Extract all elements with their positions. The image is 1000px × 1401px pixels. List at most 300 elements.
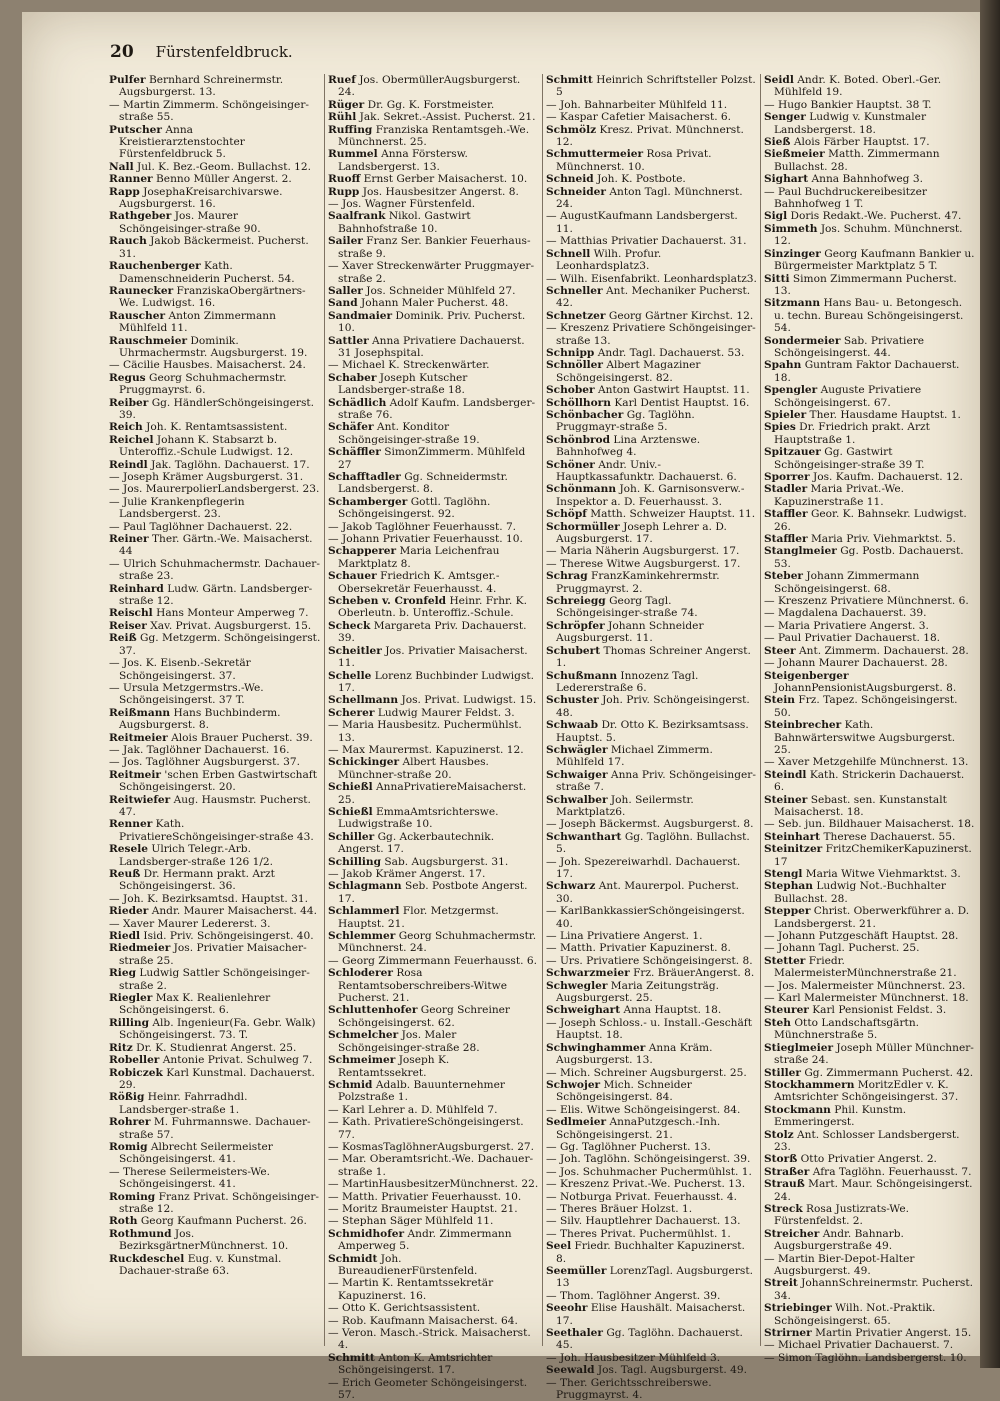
directory-entry [546,310,757,322]
directory-entry [109,521,321,533]
entry-details: Doris Redakt.-We. Pucherst. 47. [790,210,962,223]
column-3 [542,74,760,1401]
entry-surname: Schwalber [546,793,608,806]
directory-entry [764,930,975,942]
directory-entry [109,434,321,459]
entry-surname: Spahn [764,359,802,372]
entry-details: — Stephan Säger Mühlfeld 11. [328,1215,494,1228]
entry-details: Anton Gastwirt Hauptst. 11. [597,384,750,397]
entry-surname: Reißmann [109,706,171,719]
entry-surname: Ruckdeschel [109,1252,185,1265]
entry-surname: Schnell [546,247,591,260]
entry-surname: Striebinger [764,1302,832,1315]
entry-surname: Schöllhorn [546,396,611,409]
entry-surname: Schmuttermeier [546,148,644,161]
directory-entry [546,74,757,99]
directory-entry [764,955,975,980]
directory-columns [106,74,978,1401]
entry-details: Wilh. Profur. Leonhardsplatz3. [556,247,662,273]
entry-surname: Rühl [328,111,357,124]
entry-details: — Joh. Taglöhn. Schöngeisingerst. 39. [546,1153,751,1166]
directory-entry [109,1253,321,1278]
entry-surname: Reiber [109,396,149,409]
directory-entry [328,397,539,422]
entry-surname: Reindl [109,458,148,471]
entry-details: Ant. Zimmerm. Dachauerst. 28. [798,644,969,657]
entry-details: — Maria Privatiere Angerst. 3. [764,619,929,632]
entry-surname: Sailer [328,235,363,248]
directory-entry [546,1215,757,1227]
entry-surname: Steindl [764,768,807,781]
directory-entry [328,1327,539,1352]
entry-details: Jos. Kaufm. Dachauerst. 12. [812,471,963,483]
directory-entry [328,1104,539,1116]
entry-details: Anna Privatiere Dachauerst. 31 Josephspital. [338,334,525,359]
entry-surname: Rupp [328,185,360,198]
directory-entry [764,99,975,111]
directory-entry [328,1352,539,1377]
directory-entry [109,682,321,707]
directory-entry [546,148,757,173]
entry-surname: Simmeth [764,222,818,235]
entry-details: — Matth. Privatier Kapuzinerst. 8. [546,942,731,955]
entry-details: Maria Leichenfrau Marktplatz 8. [338,545,500,570]
entry-details: Kath. Bahnwärterswitwe Augsburgerst. 25. [774,719,956,756]
entry-surname: Schlammerl [328,905,400,918]
directory-entry [328,707,539,719]
entry-surname: Schönmann [546,483,617,496]
entry-surname: Steinitzer [764,843,823,856]
entry-details: Innozenz Tagl. Ledererstraße 6. [556,669,699,694]
entry-details: Kath. Damenschneiderin Pucherst. 54. [119,260,295,285]
directory-entry [109,1091,321,1116]
entry-details: Dr. Otto K. Bezirksamtsass. Hauptst. 5. [556,719,749,744]
entry-details: Joseph Lehrer a. D. Augsburgerst. 17. [556,520,727,546]
entry-surname: Rathgeber [109,210,172,223]
entry-surname: Stengl [764,868,803,880]
entry-surname: Resele [109,843,149,856]
directory-entry [764,831,975,843]
entry-surname: Schlemmer [328,930,396,943]
entry-details: Hans Bau- u. Betongesch. u. techn. Bureau Schöngeisingerst. 54. [774,297,964,335]
directory-entry [109,657,321,682]
column-2 [324,74,542,1401]
entry-surname: Rummel [328,148,378,161]
entry-details: — Veron. Masch.-Strick. Maisacherst. 4. [328,1327,531,1352]
entry-surname: Schickinger [328,756,400,769]
entry-details: Auguste Privatiere Schöngeisingerst. 67. [774,384,922,409]
directory-entry [764,1004,975,1016]
entry-details: Mart. Maur. Schöngeisingerst. 24. [774,1178,973,1203]
directory-entry [328,1079,539,1104]
directory-entry [764,657,975,669]
entry-details: Gg. Postb. Dachauerst. 53. [774,545,964,570]
directory-entry [764,273,975,298]
entry-details: FranziskaObergärtners-We. Ludwigst. 16. [119,284,306,310]
directory-entry [328,148,539,173]
directory-entry [764,1302,975,1327]
directory-entry [328,446,539,471]
directory-entry [546,769,757,794]
entry-details: — Kreszenz Privat.-We. Pucherst. 13. [546,1178,746,1191]
book-edge [980,0,1000,1368]
entry-surname: Steh [764,1016,791,1029]
entry-details: — Kaspar Cafetier Maisacherst. 6. [546,111,732,124]
directory-entry [764,223,975,248]
entry-details: Hans Buchbinderm. Augsburgerst. 8. [119,706,281,732]
entry-details: — Joseph Schloss.- u. Install.-Geschäft Hauptst. 18. [546,1016,752,1042]
directory-entry [764,508,975,533]
directory-entry [764,248,975,273]
entry-details: Jos. Hausbesitzer Angerst. 8. [362,185,519,198]
directory-entry [764,570,975,595]
entry-details: Andr. Maurer Maisacherst. 44. [151,905,317,918]
entry-details: Gg. Gastwirt Schöngeisinger-straße 39 T. [774,446,925,471]
entry-surname: Schreiegg [546,595,606,608]
directory-entry [328,310,539,335]
directory-entry [109,1228,321,1253]
entry-details: Anna Hauptst. 18. [623,1004,722,1017]
entry-details: Albert Magaziner Schöngeisingerst. 82. [556,359,701,384]
entry-surname: Stanglmeier [764,545,837,558]
directory-entry [328,880,539,905]
directory-entry [328,781,539,806]
directory-entry [109,260,321,285]
entry-details: Gg. Taglöhn. Dachauerst. 45. [556,1327,743,1352]
entry-surname: Stockhammern [764,1078,855,1091]
entry-details: — Jak. Taglöhner Dachauerst. 16. [109,743,290,756]
entry-details: Bernhard Schreinermstr. Augsburgerst. 13. [119,74,284,99]
directory-entry [546,1153,757,1165]
directory-entry [328,1302,539,1314]
entry-details: Andr. Tagl. Dachauerst. 53. [597,346,745,359]
entry-surname: Scheitler [328,644,382,657]
directory-entry [546,1178,757,1190]
entry-details: Johann Maler Pucherst. 48. [361,297,509,310]
directory-entry [546,880,757,905]
entry-surname: Spengler [764,384,818,397]
entry-details: — Joseph Bäckermst. Augsburgerst. 8. [546,818,754,831]
directory-entry [328,74,539,99]
directory-entry [764,1178,975,1203]
entry-surname: Seemüller [546,1265,607,1277]
entry-details: Jos. Maler Schöngeisinger-straße 28. [338,1029,480,1054]
directory-entry [764,880,975,905]
directory-entry [109,1054,321,1066]
directory-entry [764,719,975,756]
directory-entry [546,397,757,409]
entry-details: — Kreszenz Privatiere Münchnerst. 6. [764,595,969,608]
directory-entry [328,235,539,260]
entry-details: Ludwig Maurer Feldst. 3. [377,706,515,719]
entry-details: Ant. Schlosser Landsbergerst. 23. [774,1128,960,1153]
entry-surname: Schaber [328,371,377,384]
entry-surname: Reuß [109,868,141,880]
directory-entry [764,607,975,619]
entry-details: Joseph Kutscher Landsberger-straße 18. [338,371,468,397]
entry-details: Joh. Priv. Schöngeisingerst. 48. [556,694,750,719]
directory-entry [764,1104,975,1129]
entry-surname: Schwarzmeier [546,967,630,980]
entry-details: Isid. Priv. Schöngeisingerst. 40. [143,930,314,943]
directory-entry [764,186,975,211]
directory-entry [546,347,757,359]
entry-surname: Streicher [764,1227,820,1240]
directory-entry [328,1253,539,1278]
entry-details: Alois Brauer Pucherst. 39. [171,731,313,744]
directory-entry [764,868,975,880]
entry-surname: Schmeimer [328,1054,396,1067]
entry-details: Dominik. Priv. Pucherst. 10. [338,309,526,335]
entry-details: Sab. Privatiere Schöngeisingerst. 44. [774,334,925,359]
entry-details: Johann Schneider Augsburgerst. 11. [556,619,704,645]
entry-details: Maria Privat.-We. Kapuzinerstraße 11. [774,483,905,508]
entry-details: Jak. Taglöhn. Dachauerst. 17. [151,458,310,471]
directory-entry [109,124,321,161]
directory-entry [328,831,539,856]
directory-entry [328,744,539,756]
entry-surname: Reinhard [109,582,164,595]
entry-details: Dominik. Uhrmachermstr. Augsburgerst. 19. [119,334,308,359]
entry-surname: Schnöller [546,359,603,372]
entry-details: Gg. Ackerbautechnik. Angerst. 17. [338,830,495,856]
entry-details: Georg Schreiner Schöngeisingerst. 62. [338,1004,510,1029]
entry-details: — Magdalena Dachauerst. 39. [764,607,927,620]
entry-details: — Jos. Taglöhner Augsburgerst. 37. [109,756,300,769]
entry-details: — Rob. Kaufmann Maisacherst. 64. [328,1314,518,1327]
directory-entry [764,694,975,719]
entry-details: — Lina Privatiere Angerst. 1. [546,930,703,943]
entry-details: — Georg Zimmermann Feuerhausst. 6. [328,954,537,967]
entry-details: — Seb. jun. Bildhauer Maisacherst. 18. [764,818,975,831]
entry-details: Maria Priv. Viehmarktst. 5. [810,533,956,546]
directory-entry [764,471,975,483]
entry-details: Nikol. Gastwirt Bahnhofstraße 10. [338,210,471,235]
entry-details: Joh. BureaudienerFürstenfeld. [338,1252,478,1277]
directory-entry [328,198,539,210]
directory-entry [764,980,975,992]
entry-details: — Urs. Privatiere Schöngeisingerst. 8. [546,954,753,967]
directory-entry [546,273,757,285]
entry-details: Johann Zimmermann Schöngeisingerst. 68. [774,570,920,595]
directory-entry [546,930,757,942]
entry-surname: Robeller [109,1054,160,1067]
entry-details: Ther. Hausdame Hauptst. 1. [809,408,961,421]
entry-surname: Reichel [109,433,154,446]
directory-entry [546,1327,757,1352]
entry-details: — KosmasTaglöhnerAugsburgerst. 27. [328,1140,535,1153]
directory-entry [328,1141,539,1153]
directory-entry [109,397,321,422]
directory-entry [764,1203,975,1228]
entry-surname: Riegler [109,992,153,1005]
directory-entry [109,942,321,967]
directory-entry [328,967,539,1004]
entry-details: Andr. Zimmermann Amperweg 5. [338,1227,512,1253]
entry-details: Ant. Konditor Schöngeisinger-straße 19. [338,421,480,446]
directory-entry [546,1377,757,1401]
directory-entry [328,905,539,930]
entry-surname: Sigl [764,210,788,223]
entry-details: Georg Tagl. Schöngeisinger-straße 74. [556,595,698,620]
entry-surname: Rothmund [109,1227,172,1240]
entry-details: — Jakob Krämer Angerst. 17. [328,868,486,880]
directory-entry [764,794,975,819]
entry-surname: Seidl [764,74,794,86]
directory-entry [328,285,539,297]
directory-entry [328,1054,539,1079]
entry-details: — Notburga Privat. Feuerhausst. 4. [546,1190,738,1203]
directory-entry [109,99,321,124]
entry-details: Johann K. Stabsarzt b. Unteroffiz.-Schule Ludwigst. 12. [119,433,294,459]
entry-surname: Putscher [109,123,162,136]
directory-entry [328,806,539,831]
entry-details: Franziska Rentamtsgeh.-We. Münchnerst. 25. [338,123,530,149]
entry-details: Michael Zimmerm. Mühlfeld 17. [556,743,713,769]
directory-entry [109,893,321,905]
directory-entry [764,756,975,768]
directory-entry [546,409,757,434]
entry-details: — Jos. K. Eisenb.-Sekretär Schöngeisingerst. 37. [109,657,251,682]
directory-entry [328,694,539,706]
directory-entry [764,359,975,384]
directory-entry [764,1352,975,1364]
directory-entry [328,521,539,533]
entry-surname: Sitzmann [764,297,821,310]
entry-details: — Erich Geometer Schöngeisingerst. 57. [328,1376,528,1401]
directory-entry [109,967,321,992]
entry-details: Maria Zeitungsträg. Augsburgerst. 25. [556,979,720,1005]
directory-entry [109,235,321,260]
entry-surname: Stolz [764,1128,794,1141]
entry-surname: Strauß [764,1178,805,1191]
directory-entry [546,905,757,930]
directory-entry [764,545,975,570]
entry-details: Jos. Privatier Maisacherst. 11. [338,644,528,670]
entry-details: Ant. Maurerpol. Pucherst. 30. [556,880,739,905]
entry-surname: Spies [764,421,796,434]
entry-surname: Pulfer [109,74,146,86]
entry-details: Jos. Privat. Ludwigst. 15. [401,694,537,707]
entry-details: Eug. v. Kunstmal. Dachauer-straße 63. [119,1252,282,1277]
entry-details: Gottl. Taglöhn. Schöngeisingerst. 92. [338,495,491,521]
directory-entry [328,1377,539,1401]
entry-surname: Rieder [109,905,149,918]
directory-entry [764,632,975,644]
entry-surname: Schneller [546,284,603,297]
directory-entry [109,496,321,521]
entry-details: Rosa Rentamtsoberschreibers-Witwe Pucherst. 21. [338,967,508,1005]
directory-entry [109,620,321,632]
entry-details: Jos. Schneider Mühlfeld 27. [366,284,516,297]
entry-details: 'schen Erben Gastwirtschaft Schöngeisingerst. 20. [119,768,317,794]
directory-entry [764,421,975,446]
directory-entry [764,1067,975,1079]
entry-surname: Schwanthart [546,830,622,843]
entry-details: — Martin Zimmerm. Schöngeisinger-straße 55. [109,98,309,124]
entry-details: — Jos. MaurerpolierLandsbergerst. 23. [109,483,320,496]
entry-details: FranzKaminkehrermstr. Pruggmayrst. 2. [556,570,720,595]
entry-details: Rosa Justizrats-We. Fürstenfeldst. 2. [774,1202,909,1228]
entry-surname: Reitmeier [109,731,168,744]
directory-entry [328,545,539,570]
entry-details: — Johann Maurer Dachauerst. 28. [764,657,948,670]
entry-surname: Schießl [328,781,373,794]
directory-entry [328,533,539,545]
directory-entry [328,210,539,235]
entry-details: Heinr. Fahrradhdl. Landsberger-straße 1. [119,1091,248,1116]
directory-entry [109,1067,321,1092]
directory-entry [328,1228,539,1253]
entry-details: — Gg. Taglöhner Pucherst. 13. [546,1140,711,1153]
directory-entry [109,210,321,235]
entry-details: LorenzTagl. Augsburgerst. 13 [556,1265,753,1290]
directory-entry [764,769,975,794]
directory-entry [546,384,757,396]
directory-entry [546,1079,757,1104]
entry-details: Therese Dachauerst. 55. [823,830,956,843]
entry-surname: Sondermeier [764,334,841,347]
place-title: Fürstenfeldbruck. [155,43,293,61]
entry-details: Max K. Realienlehrer Schöngeisingerst. 6. [119,992,271,1017]
entry-details: Dr. Friedrich prakt. Arzt Hauptstraße 1. [774,421,930,446]
entry-surname: Schiller [328,830,375,843]
directory-entry [546,124,757,149]
entry-details: Sebast. sen. Kunstanstalt Maisacherst. 18. [774,793,947,818]
entry-surname: Schormüller [546,520,620,533]
directory-entry [764,1017,975,1042]
entry-details: Joseph K. Rentamtssekret. [338,1054,450,1079]
entry-details: Adalb. Bauunternehmer Polzstraße 1. [338,1078,505,1104]
entry-details: Ther. Gärtn.-We. Maisacherst. 44 [119,533,313,558]
directory-entry [109,558,321,583]
entry-surname: Steurer [764,1004,809,1017]
entry-surname: Reich [109,421,143,434]
directory-entry [109,1116,321,1141]
entry-details: Dr. Gg. K. Forstmeister. [367,98,495,111]
directory-entry [328,1315,539,1327]
entry-details: Flor. Metzgermst. Hauptst. 21. [338,905,499,930]
directory-entry [764,1129,975,1154]
entry-details: Jak. Sekret.-Assist. Pucherst. 21. [359,111,536,124]
entry-surname: Schneider [546,185,606,198]
entry-surname: Senger [764,111,806,124]
entry-details: Otto Privatier Angerst. 2. [800,1153,937,1166]
directory-entry [109,905,321,917]
directory-entry [764,384,975,409]
entry-details: Joh. K. Rentamtsassistent. [146,421,288,434]
entry-details: — Therese Seilermeisters-We. Schöngeisingerst. 41. [109,1165,270,1191]
entry-details: Albert Hausbes. Münchner-straße 20. [338,756,489,781]
entry-surname: Schober [546,384,595,397]
directory-entry [109,471,321,483]
directory-entry [764,335,975,360]
entry-details: Anna Priv. Schöngeisinger-straße 7. [556,768,756,794]
directory-entry [764,111,975,136]
entry-details: — Otto K. Gerichtsassistent. [328,1302,481,1315]
directory-entry [328,1277,539,1302]
entry-surname: Schwinghammer [546,1041,646,1054]
entry-details: Antonie Privat. Schulweg 7. [162,1054,313,1067]
directory-entry [328,99,539,111]
entry-details: — Maria Näherin Augsburgerst. 17. [546,545,740,558]
entry-details: Jos. ObermüllerAugsburgerst. 24. [338,74,521,99]
entry-details: — Jos. Wagner Fürstenfeld. [328,198,476,211]
entry-surname: Riedmeier [109,942,171,955]
entry-details: — Xaver Maurer Ledererst. 3. [109,917,271,930]
directory-entry [546,955,757,967]
directory-entry [546,1352,757,1364]
